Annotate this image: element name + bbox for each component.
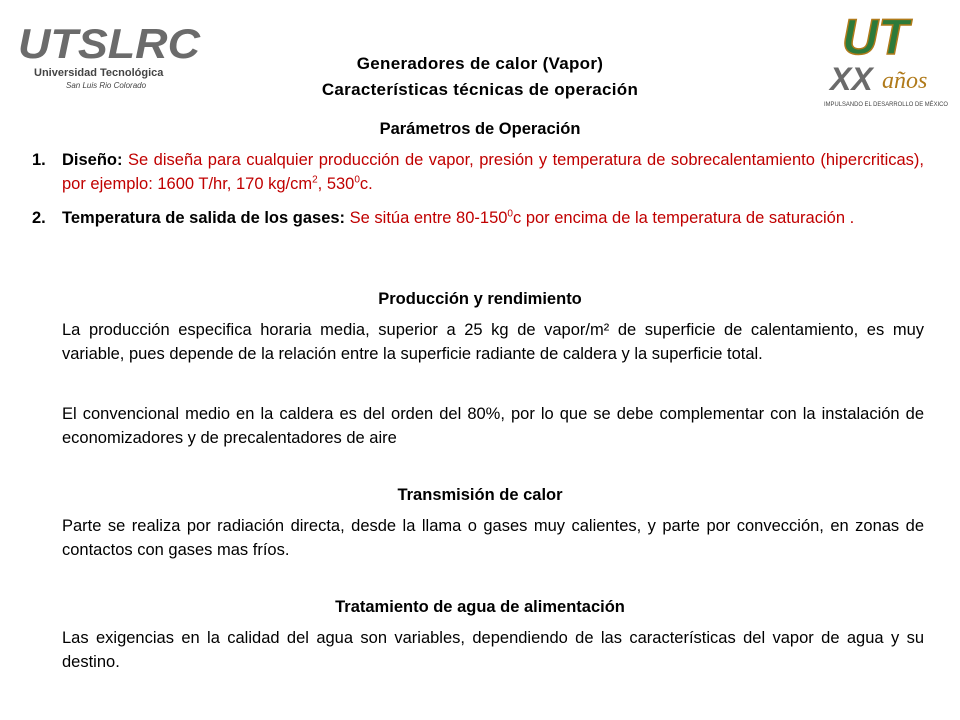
- list-label: Diseño:: [62, 151, 123, 169]
- heading-transmision: Transmisión de calor: [397, 486, 563, 504]
- paragraph-rendimiento: El convencional medio en la caldera es del orden del 80%, por lo que se debe complementar con la instalación de economizadores y de precalentadores de aire: [62, 405, 924, 447]
- paragraph-tratamiento: Las exigencias en la calidad del agua son variables, dependiendo de las características del vapor de agua y su destino.: [62, 629, 924, 671]
- utslrc-logo-campus: San Luis Rio Colorado: [66, 81, 147, 90]
- slide-title-line2: Características técnicas de operación: [321, 80, 639, 99]
- utslrc-logo-mark: UTSLRC: [18, 20, 201, 67]
- ut-xx-anos-logo: [820, 6, 952, 110]
- anos-logo-script: años: [882, 68, 928, 94]
- paragraph-produccion: La producción especifica horaria media, superior a 25 kg de vapor/m² de superficie de calentamiento, es muy variable, pues depende de la relación entre la superficie radiante de caldera y la superficie total.: [62, 321, 924, 363]
- list-label: Temperatura de salida de los gases:: [62, 209, 346, 227]
- paragraph-transmision: Parte se realiza por radiación directa, desde la llama o gases muy calientes, y parte por convección, en zonas de contactos con gases mas fríos.: [62, 517, 924, 559]
- list-item-temperatura: [32, 206, 924, 230]
- list-text: Se sitúa entre $80-150^0c$ por encima de la temperatura de saturación .: [345, 208, 855, 227]
- utslrc-logo: [14, 14, 204, 94]
- xx-logo-mark: XX: [830, 61, 873, 97]
- slide-title-line1: Generadores de calor (Vapor): [356, 54, 604, 73]
- heading-parametros: Parámetros de Operación: [379, 120, 581, 138]
- utslrc-logo-name: Universidad Tecnológica: [34, 67, 164, 79]
- logo-tagline: IMPULSANDO EL DESARROLLO DE MÉXICO: [824, 102, 951, 108]
- heading-tratamiento: Tratamiento de agua de alimentación: [335, 598, 625, 616]
- list-item-diseno: [32, 148, 924, 196]
- ut-logo-mark: UT: [842, 9, 909, 65]
- list-number: 2.: [32, 209, 46, 227]
- heading-produccion: Producción y rendimiento: [378, 290, 582, 308]
- list-number: 1.: [32, 151, 46, 169]
- list-text: Se diseña para cualquier producción de vapor, presión y temperatura de sobrecalentamiento (hipercriticas), por ejemplo: 1600 T/hr, 170 $kg/cm^2$, $530^0c$.: [62, 151, 924, 193]
